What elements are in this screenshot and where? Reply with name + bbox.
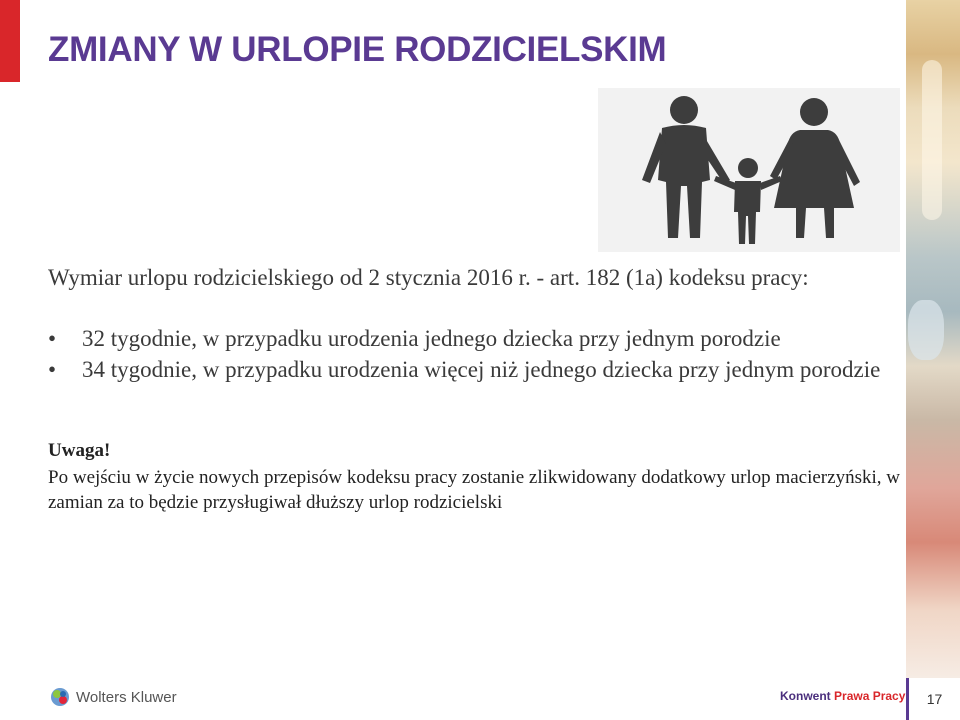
bullet-text: 32 tygodnie, w przypadku urodzenia jednego dziecka przy jednym porodzie bbox=[82, 326, 781, 351]
slide-content bbox=[48, 262, 900, 515]
accent-bar bbox=[0, 0, 20, 82]
konwent-brand bbox=[780, 689, 905, 703]
family-illustration bbox=[598, 88, 900, 252]
bullet-text: 34 tygodnie, w przypadku urodzenia więcej niż jednego dziecka przy jednym porodzie bbox=[82, 357, 881, 382]
bullet-glyph: • bbox=[48, 357, 57, 382]
side-photo-strip bbox=[906, 0, 960, 678]
slide-title: ZMIANY W URLOPIE RODZICIELSKIM bbox=[48, 30, 667, 69]
logo-text: Wolters Kluwer bbox=[76, 688, 177, 706]
note-text: Po wejściu w życie nowych przepisów kodeksu pracy zostanie zlikwidowany dodatkowy urlop macierzyński, w zamian za to będzie przysługiwał dłuższy urlop rodzicielski bbox=[48, 467, 900, 513]
logo-mark-icon bbox=[50, 687, 70, 707]
bullet-glyph: • bbox=[48, 326, 57, 351]
family-icon bbox=[598, 88, 900, 252]
bullet-item bbox=[48, 354, 900, 385]
intro-paragraph: Wymiar urlopu rodzicielskiego od 2 stycznia 2016 r. - art. 182 (1a) kodeksu pracy: bbox=[48, 265, 809, 290]
brand-part-1: Konwent bbox=[780, 689, 831, 703]
bullet-list bbox=[48, 323, 900, 385]
page-number: 17 bbox=[906, 678, 960, 720]
bullet-item bbox=[48, 323, 900, 354]
note-heading: Uwaga! bbox=[48, 440, 111, 461]
brand-part-2: Prawa Pracy bbox=[834, 689, 906, 703]
wolters-kluwer-logo bbox=[50, 686, 177, 708]
